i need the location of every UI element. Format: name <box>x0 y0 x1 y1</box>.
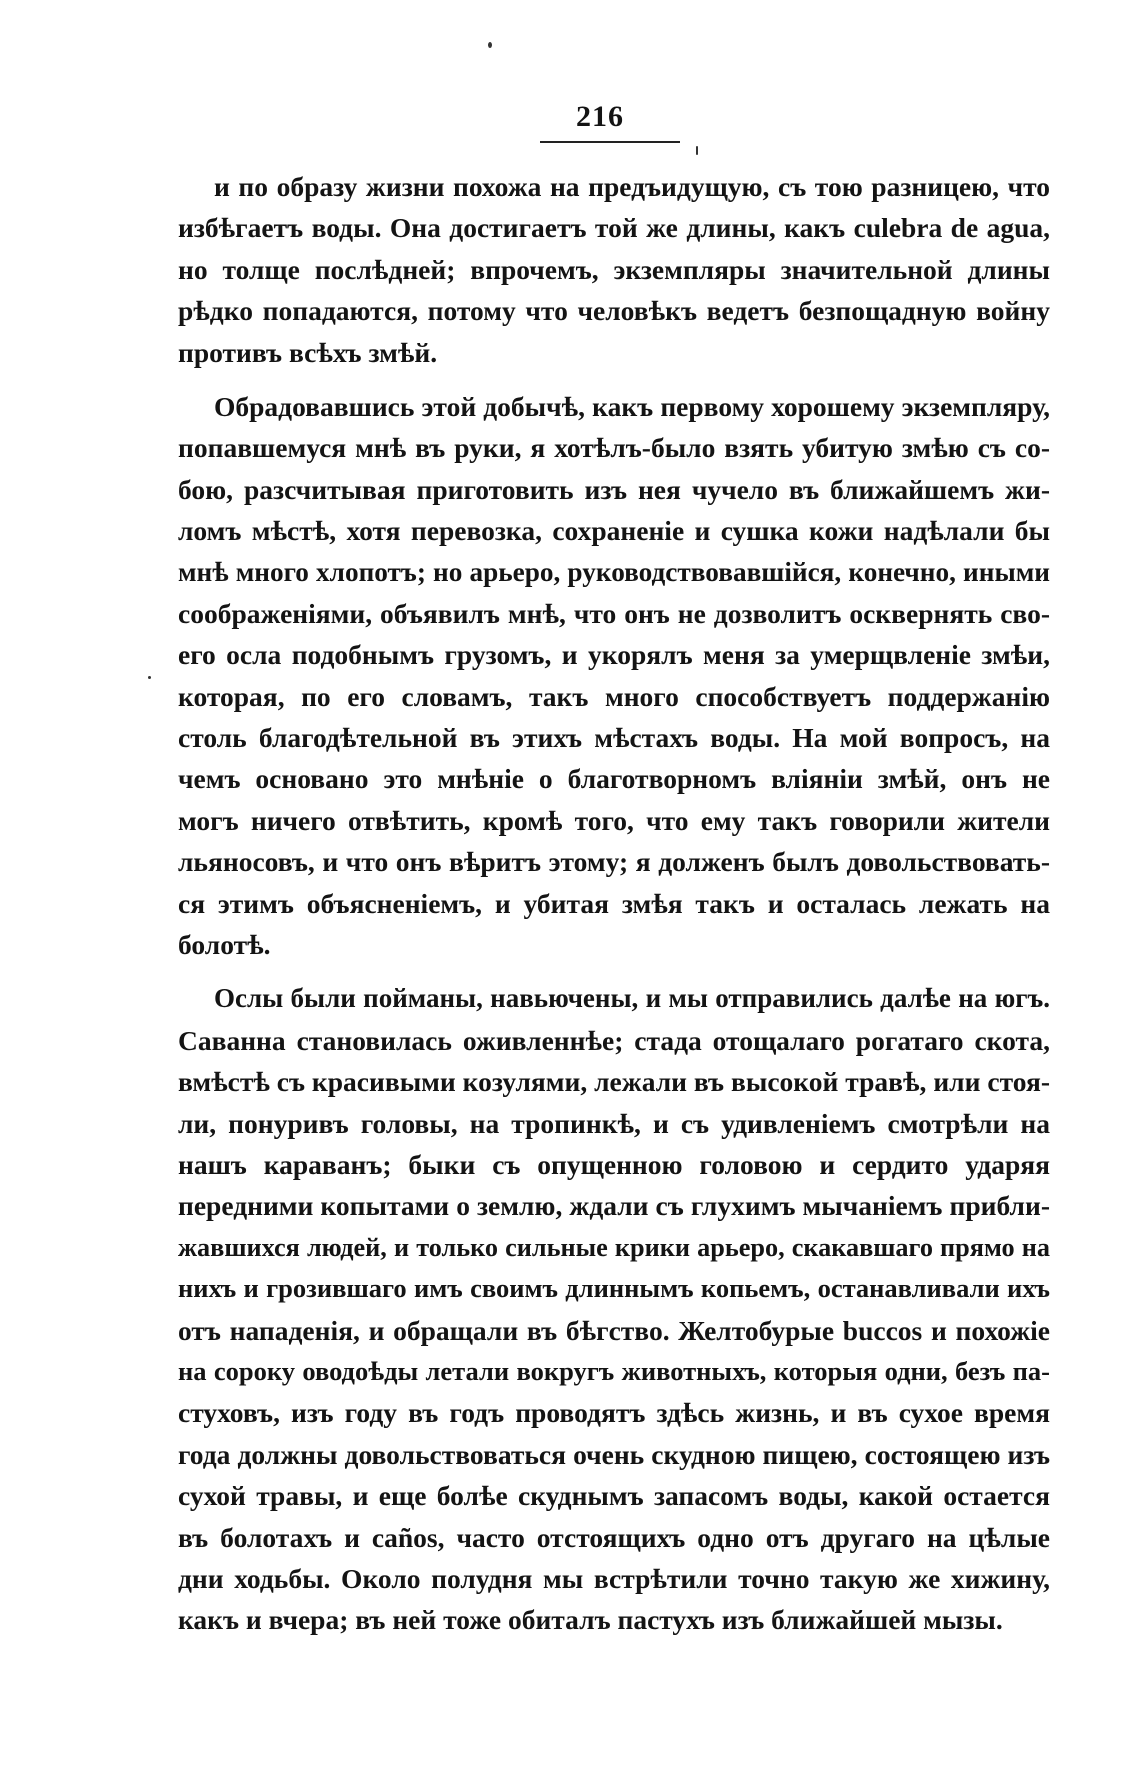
text-line: избѣгаетъ воды. Она достигаетъ той же длины, какъ culebra de agua, <box>178 212 1050 244</box>
text-line: рѣдко попадаются, потому что человѣкъ ведетъ безпощадную войну <box>178 295 1050 327</box>
text-line: Саванна становилась оживленнѣе; стада отощалаго рогатаго скота, <box>178 1024 1050 1056</box>
scan-speck <box>488 42 492 48</box>
text-line: дни ходьбы. Около полудня мы встрѣтили точно такую же хижину, <box>178 1562 1050 1594</box>
text-line: противъ всѣхъ змѣй. <box>178 336 438 368</box>
text-line: отъ нападенія, и обращали въ бѣгство. Желтобурые buccos и похожіе <box>178 1314 1050 1346</box>
text-line: могъ ничего отвѣтить, кромѣ того, что ему такъ говорили жители <box>178 804 1050 836</box>
text-line: ломъ мѣстѣ, хотя перевозка, сохраненіе и сушка кожи надѣлали бы <box>178 515 1050 547</box>
paragraph <box>178 386 1050 965</box>
text-line: соображеніями, объявилъ мнѣ, что онъ не дозволитъ осквернять сво- <box>178 597 1050 629</box>
text-line: передними копытами о землю, ждали съ глухимъ мычаніемъ прибли- <box>178 1190 1050 1222</box>
text-line: стуховъ, изъ году въ годъ проводятъ здѣсь жизнь, и въ сухое время <box>178 1397 1050 1429</box>
text-line: столь благодѣтельной въ этихъ мѣстахъ воды. На мой вопросъ, на <box>178 722 1050 754</box>
text-line: въ болотахъ и caños, часто отстоящихъ одно отъ другаго на цѣлые <box>178 1521 1050 1553</box>
text-line: болотѣ. <box>178 929 271 961</box>
page-number: 216 <box>576 100 624 133</box>
scan-speck <box>148 676 151 679</box>
text-line: жавшихся людей, и только сильные крики арьеро, скакавшаго прямо на <box>178 1232 1050 1262</box>
text-line: Ослы были пойманы, навьючены, и мы отправились далѣе на югъ. <box>214 983 1050 1014</box>
text-line: которая, по его словамъ, такъ много способствуетъ поддержанію <box>178 680 1050 712</box>
text-line: Обрадовавшись этой добычѣ, какъ первому хорошему экземпляру, <box>214 390 1050 422</box>
text-line: сухой травы, и еще болѣе скуднымъ запасомъ воды, какой остается <box>178 1480 1050 1512</box>
paragraph <box>178 978 1050 1640</box>
text-line: нихъ и грозившаго имъ своимъ длиннымъ копьемъ, останавливали ихъ <box>178 1273 1050 1304</box>
text-line: льяносовъ, и что онъ вѣритъ этому; я долженъ былъ довольствовать- <box>178 846 1050 878</box>
text-line: какъ и вчера; въ ней тоже обиталъ пастухъ изъ ближайшей мызы. <box>178 1604 1003 1636</box>
text-line: нашъ караванъ; быки съ опущенною головою и сердито ударяя <box>178 1148 1050 1180</box>
text-line: года должны довольствоваться очень скудною пищею, состоящею изъ <box>178 1438 1050 1470</box>
text-line: и по образу жизни похожа на предъидущую, съ тою разницею, что <box>214 171 1050 202</box>
text-line: но толще послѣдней; впрочемъ, экземпляры значительной длины <box>178 253 1050 285</box>
text-line: чемъ основано это мнѣніе о благотворномъ вліяніи змѣй, онъ не <box>178 763 1050 795</box>
text-line: ли, понуривъ головы, на тропинкѣ, и съ удивленіемъ смотрѣли на <box>178 1107 1050 1139</box>
page-number-rule <box>540 141 680 143</box>
body-text <box>178 166 1050 1641</box>
scan-speck <box>696 146 698 155</box>
text-line: ся этимъ объясненіемъ, и убитая змѣя такъ и осталась лежать на <box>178 887 1050 919</box>
text-line: мнѣ много хлопотъ; но арьеро, руководствовавшійся, конечно, иными <box>178 556 1050 587</box>
text-line: его осла подобнымъ грузомъ, и укорялъ меня за умерщвленіе змѣи, <box>178 639 1050 671</box>
paragraph <box>178 166 1050 373</box>
text-line: вмѣстѣ съ красивыми козулями, лежали въ высокой травѣ, или стоя- <box>178 1066 1050 1098</box>
text-line: на сороку оводоѣды летали вокругъ животныхъ, которыя одни, безъ па- <box>178 1355 1050 1386</box>
text-line: бою, разсчитывая приготовить изъ нея чучело въ ближайшемъ жи- <box>178 473 1050 505</box>
text-line: попавшемуся мнѣ въ руки, я хотѣлъ-было взять убитую змѣю съ со- <box>178 432 1050 464</box>
